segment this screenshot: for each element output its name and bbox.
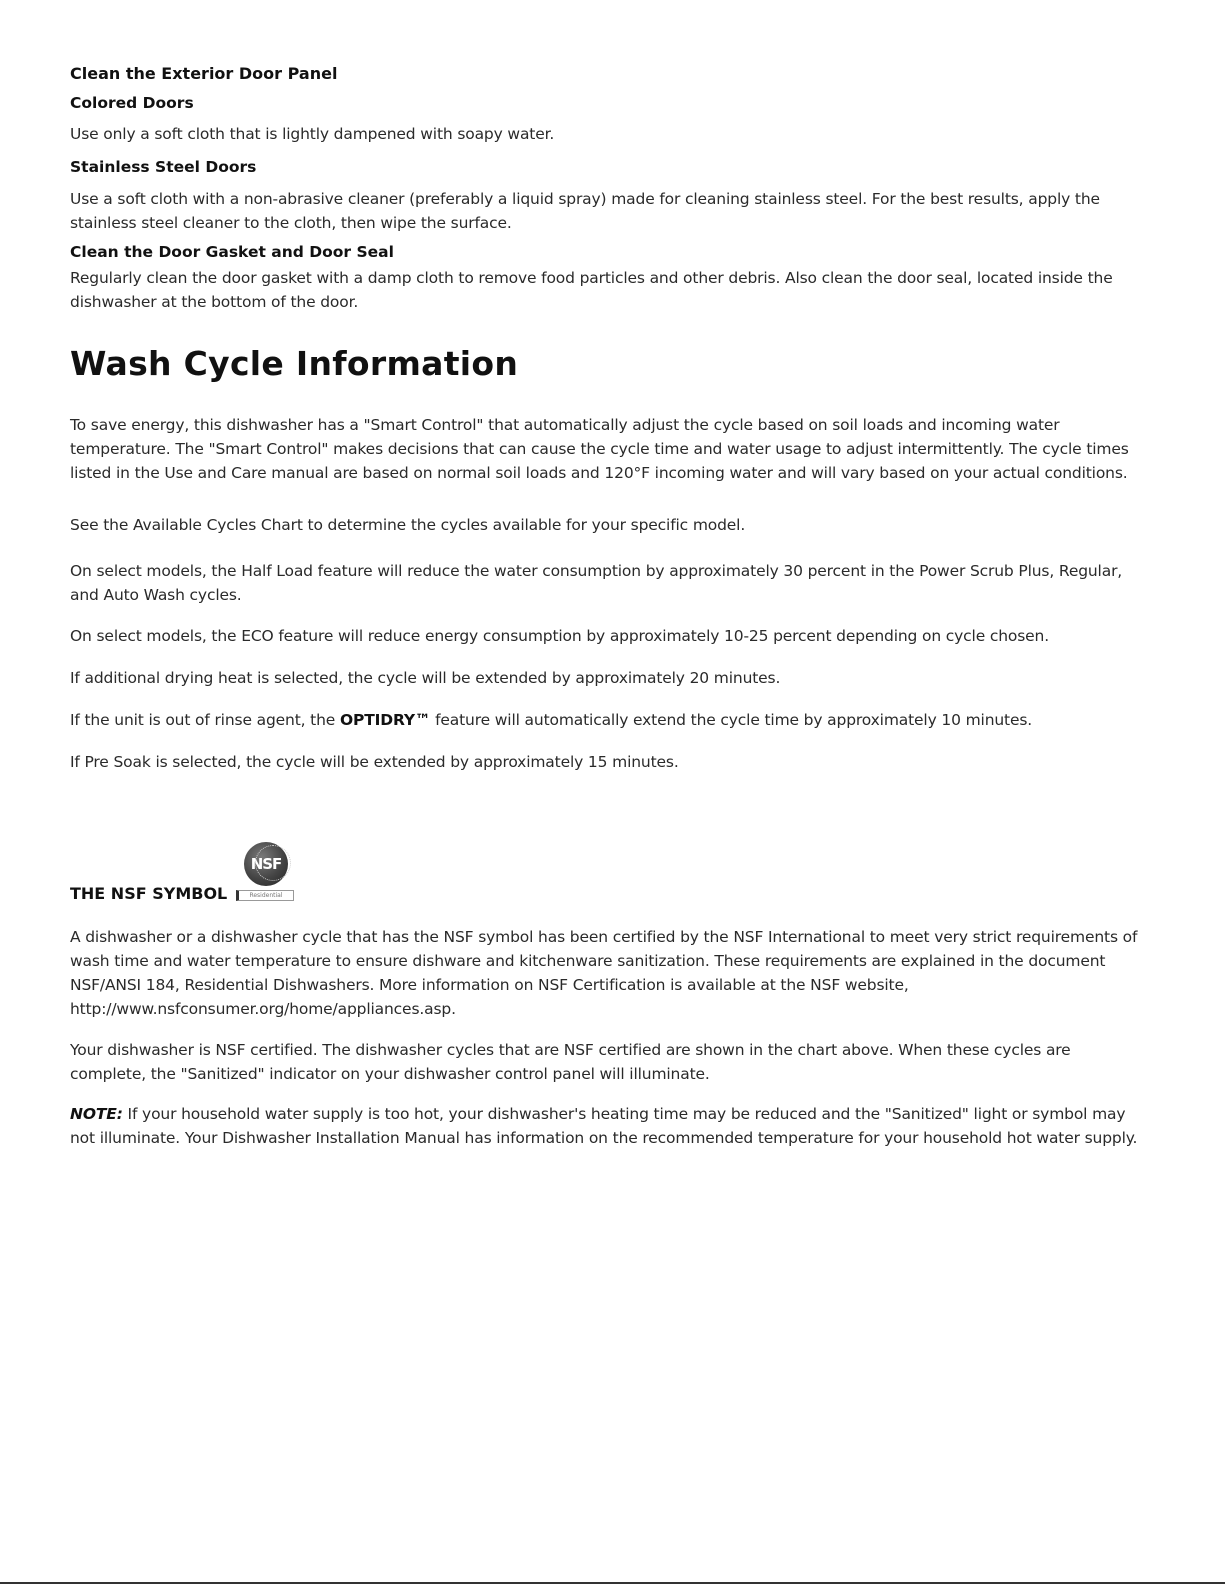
stainless-doors-text: Use a soft cloth with a non-abrasive cleaner (preferably a liquid spray) made for cleaning stainless steel. For the best results, apply the stainless steel cleaner to the cloth, then wipe the surface. bbox=[70, 190, 1100, 232]
gasket-text: Regularly clean the door gasket with a damp cloth to remove food particles and other debris. Also clean the door seal, located inside the dishwasher at the bottom of the door. bbox=[70, 269, 1113, 311]
colored-doors-text: Use only a soft cloth that is lightly dampened with soapy water. bbox=[70, 125, 555, 143]
eco-paragraph: On select models, the ECO feature will reduce energy consumption by approximately 10-25 percent depending on cycle chosen. bbox=[70, 627, 1050, 645]
half-load-paragraph: On select models, the Half Load feature will reduce the water consumption by approximately 30 percent in the Power Scrub Plus, Regular, and Auto Wash cycles. bbox=[70, 562, 1123, 604]
nsf-certified-paragraph: Your dishwasher is NSF certified. The dishwasher cycles that are NSF certified are shown in the chart above. When these cycles are complete, the "Sanitized" indicator on your dishwasher control panel will illuminate. bbox=[70, 1041, 1071, 1083]
nsf-symbol-heading: THE NSF SYMBOL bbox=[70, 884, 228, 903]
gasket-heading: Clean the Door Gasket and Door Seal bbox=[70, 243, 394, 261]
optidry-text-before: If the unit is out of rinse agent, the bbox=[70, 711, 340, 729]
optidry-paragraph bbox=[70, 708, 1145, 732]
nsf-logo-text: NSF bbox=[250, 855, 282, 873]
nsf-seal-ring bbox=[255, 845, 291, 881]
optidry-text-after: feature will automatically extend the cycle time by approximately 10 minutes. bbox=[430, 711, 1033, 729]
stainless-doors-heading: Stainless Steel Doors bbox=[70, 158, 257, 176]
colored-doors-heading: Colored Doors bbox=[70, 94, 194, 112]
note-text: If your household water supply is too hot, your dishwasher's heating time may be reduced and the "Sanitized" light or symbol may not illuminate. Your Dishwasher Installation Manual has information on the recommended temperature for your household hot water supply. bbox=[70, 1105, 1138, 1147]
nsf-logo bbox=[236, 842, 296, 904]
available-cycles-paragraph: See the Available Cycles Chart to determine the cycles available for your specific model. bbox=[70, 516, 746, 534]
wash-cycle-title: Wash Cycle Information bbox=[70, 344, 519, 383]
note-paragraph bbox=[70, 1102, 1145, 1150]
nsf-seal-icon bbox=[244, 842, 288, 886]
page-bottom-rule bbox=[0, 1582, 1225, 1584]
presoak-paragraph: If Pre Soak is selected, the cycle will be extended by approximately 15 minutes. bbox=[70, 753, 679, 771]
exterior-door-heading: Clean the Exterior Door Panel bbox=[70, 64, 338, 83]
optidry-brand: OPTIDRY™ bbox=[339, 711, 431, 729]
nsf-residential-tag: Residential bbox=[236, 890, 294, 901]
drying-paragraph: If additional drying heat is selected, the cycle will be extended by approximately 20 minutes. bbox=[70, 669, 781, 687]
nsf-certification-paragraph: A dishwasher or a dishwasher cycle that has the NSF symbol has been certified by the NSF International to meet very strict requirements of wash time and water temperature to ensure dishware and kitchenware sanitization. These requirements are explained in the document NSF/ANSI 184, Residential Dishwashers. More information on NSF Certification is available at the NSF website, http://www.nsfconsumer.org/home/appliances.asp. bbox=[70, 928, 1138, 1018]
note-label: NOTE: bbox=[70, 1105, 123, 1123]
smart-control-paragraph: To save energy, this dishwasher has a "Smart Control" that automatically adjust the cycle based on soil loads and incoming water temperature. The "Smart Control" makes decisions that can cause the cycle time and water usage to adjust intermittently. The cycle times listed in the Use and Care manual are based on normal soil loads and 120°F incoming water and will vary based on your actual conditions. bbox=[70, 416, 1129, 482]
